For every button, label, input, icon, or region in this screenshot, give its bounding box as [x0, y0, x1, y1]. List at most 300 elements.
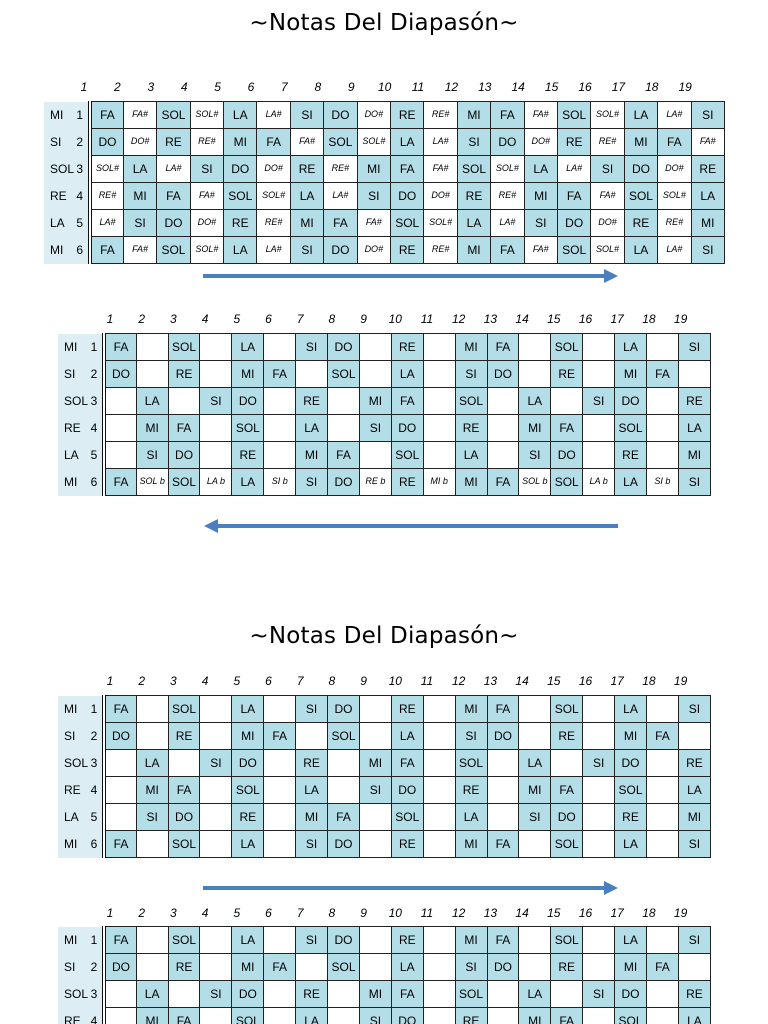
string-label: [58, 415, 104, 442]
fret-cell-empty: [487, 388, 519, 415]
fret-cell-empty: [136, 696, 168, 723]
fret-number: 9: [360, 312, 367, 326]
fret-cell-empty: [359, 927, 391, 954]
note-cell: SOL: [168, 696, 200, 723]
fret-number: 3: [170, 674, 177, 688]
fret-cell-empty: [646, 388, 678, 415]
fret-cell-empty: [583, 777, 615, 804]
note-cell: SI: [524, 210, 557, 237]
note-cell: SI: [296, 927, 328, 954]
note-cell: MI: [624, 129, 657, 156]
note-cell: FA: [257, 129, 290, 156]
note-cell: FA: [264, 361, 296, 388]
string-row: [58, 415, 711, 442]
note-cell: SOL: [615, 415, 647, 442]
note-cell: MI: [232, 361, 264, 388]
note-cell: RE: [391, 334, 423, 361]
fret-cell-empty: [646, 1008, 678, 1024]
note-cell: FA#: [123, 237, 156, 264]
note-cell: FA: [168, 1008, 200, 1024]
note-cell: FA: [646, 361, 678, 388]
note-cell: FA#: [424, 156, 457, 183]
note-cell: DO: [324, 102, 357, 129]
fret-cell-empty: [264, 981, 296, 1008]
note-cell: SOL: [168, 334, 200, 361]
fret-cell-empty: [678, 361, 710, 388]
note-cell: DO: [391, 1008, 423, 1024]
string-label: [58, 777, 104, 804]
string-name: SOL: [64, 986, 89, 1001]
fret-cell-empty: [487, 981, 519, 1008]
arrow-right-icon: [200, 880, 622, 896]
note-cell: RE: [391, 831, 423, 858]
fret-cell-empty: [423, 750, 455, 777]
note-cell: DO#: [123, 129, 156, 156]
fret-cell-empty: [423, 696, 455, 723]
note-cell: LA#: [90, 210, 123, 237]
note-cell: SOL: [557, 102, 590, 129]
note-cell: LA b: [583, 469, 615, 496]
note-cell: SOL#: [190, 102, 223, 129]
note-cell: DO: [328, 334, 360, 361]
fret-cell-empty: [646, 415, 678, 442]
note-cell: LA: [391, 954, 423, 981]
note-cell: FA: [90, 237, 123, 264]
note-cell: LA#: [257, 237, 290, 264]
note-cell: MI: [615, 723, 647, 750]
note-cell: SOL#: [591, 102, 624, 129]
fret-cell-empty: [136, 927, 168, 954]
fret-number: 6: [265, 674, 272, 688]
note-cell: SOL: [328, 723, 360, 750]
string-number: 5: [76, 215, 83, 230]
string-label: [44, 183, 90, 210]
fret-cell-empty: [328, 1008, 360, 1024]
note-cell: SOL#: [591, 237, 624, 264]
fret-cell-empty: [328, 415, 360, 442]
note-cell: RE: [455, 777, 487, 804]
fret-cell-empty: [104, 442, 136, 469]
fret-number: 6: [265, 906, 272, 920]
fret-numbers: [0, 80, 768, 94]
note-cell: SOL: [232, 777, 264, 804]
string-name: MI: [50, 107, 64, 122]
fret-cell-empty: [200, 696, 232, 723]
note-cell: MI: [457, 237, 490, 264]
fret-cell-empty: [423, 334, 455, 361]
note-cell: SOL#: [190, 237, 223, 264]
fret-cell-empty: [200, 334, 232, 361]
fret-cell-empty: [264, 334, 296, 361]
note-cell: RE: [391, 696, 423, 723]
string-name: MI: [64, 474, 78, 489]
arrow-right-icon: [200, 268, 622, 284]
note-cell: FA#: [290, 129, 323, 156]
note-cell: SI: [678, 927, 710, 954]
string-name: MI: [64, 701, 78, 716]
fret-cell-empty: [200, 1008, 232, 1024]
note-cell: DO#: [524, 129, 557, 156]
note-cell: FA: [104, 831, 136, 858]
string-label: [58, 831, 104, 858]
note-cell: DO: [328, 469, 360, 496]
fret-cell-empty: [136, 361, 168, 388]
string-label: [44, 237, 90, 264]
fret-cell-empty: [200, 777, 232, 804]
fret-number: 12: [444, 80, 459, 94]
note-cell: MI: [455, 831, 487, 858]
note-cell: SI: [691, 237, 724, 264]
note-cell: RE: [168, 361, 200, 388]
note-cell: SI: [296, 469, 328, 496]
string-label: [58, 696, 104, 723]
fret-cell-empty: [487, 777, 519, 804]
fret-number: 6: [247, 80, 255, 94]
fret-cell-empty: [519, 361, 551, 388]
string-label: [44, 156, 90, 183]
fret-number: 11: [420, 906, 434, 920]
note-cell: MI: [136, 777, 168, 804]
fret-numbers: [0, 312, 768, 326]
fret-number: 1: [106, 674, 114, 688]
fret-number: 5: [233, 906, 241, 920]
note-cell: SOL#: [491, 156, 524, 183]
note-cell: FA: [487, 927, 519, 954]
note-cell: DO: [391, 777, 423, 804]
note-cell: SI: [296, 831, 328, 858]
fret-cell-empty: [646, 927, 678, 954]
note-cell: FA: [646, 954, 678, 981]
string-name: RE: [50, 188, 67, 203]
note-cell: LA: [519, 981, 551, 1008]
note-cell: SOL: [624, 183, 657, 210]
fret-cell-empty: [423, 927, 455, 954]
note-cell: LA: [519, 750, 551, 777]
note-cell: LA: [290, 183, 323, 210]
note-cell: FA: [391, 388, 423, 415]
note-cell: RE: [615, 442, 647, 469]
fret-cell-empty: [168, 388, 200, 415]
fret-number: 12: [452, 674, 466, 688]
note-cell: DO: [491, 129, 524, 156]
note-cell: RE: [290, 156, 323, 183]
note-cell: SI: [678, 831, 710, 858]
string-row: [44, 156, 725, 183]
fret-cell-empty: [359, 361, 391, 388]
note-cell: LA: [678, 1008, 710, 1024]
note-cell: SI: [200, 981, 232, 1008]
note-cell: FA#: [691, 129, 724, 156]
page-title-2: ~Notas Del Diapasón~: [249, 623, 519, 649]
string-name: SOL: [50, 161, 75, 176]
fret-cell-empty: [519, 723, 551, 750]
note-cell: MI: [136, 415, 168, 442]
note-cell: DO: [104, 361, 136, 388]
fret-cell-empty: [519, 954, 551, 981]
note-cell: SOL#: [90, 156, 123, 183]
string-name: SI: [64, 959, 76, 974]
fret-number: 9: [360, 674, 367, 688]
arrow-left-icon: [200, 518, 622, 534]
fret-number: 9: [347, 80, 355, 94]
note-cell: FA#: [524, 102, 557, 129]
note-cell: MI: [691, 210, 724, 237]
note-cell: MI: [455, 469, 487, 496]
note-cell: DO#: [591, 210, 624, 237]
fret-number: 18: [642, 312, 656, 326]
fretboard-table-naturals: [58, 695, 711, 858]
fret-cell-empty: [583, 361, 615, 388]
fretboard-table-flats: [58, 333, 711, 496]
fretboard-table-naturals-2: [58, 926, 711, 1024]
string-number: 4: [90, 420, 98, 435]
string-number: 5: [90, 447, 98, 462]
fret-cell-empty: [487, 442, 519, 469]
fret-number: 2: [138, 674, 146, 688]
note-cell: MI: [359, 750, 391, 777]
fret-number: 17: [610, 312, 624, 326]
fret-number: 19: [673, 312, 688, 326]
string-name: SI: [64, 728, 76, 743]
fret-number: 14: [511, 80, 525, 94]
note-cell: DO: [168, 804, 200, 831]
note-cell: DO: [104, 723, 136, 750]
note-cell: LA: [457, 210, 490, 237]
fret-number: 8: [328, 906, 336, 920]
fret-cell-empty: [359, 831, 391, 858]
fret-cell-empty: [168, 981, 200, 1008]
note-cell: SOL#: [257, 183, 290, 210]
note-cell: RE: [232, 804, 264, 831]
fret-number: 19: [673, 674, 688, 688]
note-cell: SI: [519, 442, 551, 469]
string-label: [58, 981, 104, 1008]
fret-cell-empty: [678, 954, 710, 981]
note-cell: LA#: [324, 183, 357, 210]
string-label: [58, 804, 104, 831]
note-cell: LA#: [491, 210, 524, 237]
note-cell: SI: [123, 210, 156, 237]
string-label: [44, 102, 90, 129]
fret-cell-empty: [200, 442, 232, 469]
note-cell: LA: [615, 469, 647, 496]
note-cell: LA: [624, 102, 657, 129]
note-cell: DO: [328, 927, 360, 954]
fret-cell-empty: [423, 1008, 455, 1024]
note-cell: SI b: [264, 469, 296, 496]
note-cell: SOL: [551, 469, 583, 496]
string-row: [58, 334, 711, 361]
note-cell: DO: [615, 981, 647, 1008]
note-cell: MI: [615, 361, 647, 388]
note-cell: SI: [357, 183, 390, 210]
note-cell: DO: [157, 210, 190, 237]
fret-cell-empty: [583, 927, 615, 954]
note-cell: SOL: [615, 1008, 647, 1024]
note-cell: SOL: [557, 237, 590, 264]
string-number: 1: [90, 932, 98, 947]
note-cell: RE: [691, 156, 724, 183]
note-cell: RE: [168, 954, 200, 981]
note-cell: SOL: [551, 831, 583, 858]
note-cell: FA: [324, 210, 357, 237]
fret-cell-empty: [583, 804, 615, 831]
note-cell: SOL: [168, 469, 200, 496]
note-cell: RE#: [424, 237, 457, 264]
fret-cell-empty: [359, 804, 391, 831]
note-cell: DO: [232, 750, 264, 777]
note-cell: DO#: [658, 156, 691, 183]
note-cell: LA: [455, 804, 487, 831]
fret-number: 13: [483, 906, 498, 920]
note-cell: FA: [491, 237, 524, 264]
note-cell: FA: [487, 334, 519, 361]
string-number: 4: [90, 1013, 98, 1024]
note-cell: SOL: [232, 1008, 264, 1024]
fret-number: 7: [296, 312, 304, 326]
fret-cell-empty: [264, 415, 296, 442]
note-cell: SI: [290, 237, 323, 264]
fret-cell-empty: [646, 442, 678, 469]
fret-number: 18: [642, 674, 656, 688]
note-cell: SOL: [455, 388, 487, 415]
fret-cell-empty: [264, 777, 296, 804]
string-label: [58, 388, 104, 415]
note-cell: RE: [157, 129, 190, 156]
fret-cell-empty: [200, 927, 232, 954]
note-cell: SI: [455, 361, 487, 388]
fret-cell-empty: [519, 334, 551, 361]
fret-number: 14: [515, 906, 529, 920]
note-cell: DO: [487, 361, 519, 388]
note-cell: LA#: [658, 102, 691, 129]
note-cell: RE#: [257, 210, 290, 237]
note-cell: MI: [296, 804, 328, 831]
note-cell: MI: [455, 927, 487, 954]
note-cell: FA: [328, 804, 360, 831]
string-name: RE: [64, 420, 81, 435]
note-cell: RE: [391, 469, 423, 496]
string-name: SI: [64, 366, 76, 381]
fret-cell-empty: [136, 723, 168, 750]
fret-number: 16: [578, 312, 593, 326]
string-number: 3: [90, 755, 98, 770]
note-cell: SOL: [551, 696, 583, 723]
note-cell: FA: [491, 102, 524, 129]
note-cell: DO: [551, 804, 583, 831]
note-cell: DO: [232, 388, 264, 415]
note-cell: LA: [232, 334, 264, 361]
fret-number: 18: [645, 80, 659, 94]
note-cell: DO: [624, 156, 657, 183]
fret-number: 14: [515, 312, 529, 326]
fret-number: 13: [483, 674, 498, 688]
string-row: [58, 361, 711, 388]
string-name: MI: [64, 836, 78, 851]
cropped-table-wrapper: [0, 926, 768, 1024]
note-cell: MI: [359, 981, 391, 1008]
note-cell: SOL: [551, 927, 583, 954]
note-cell: DO#: [424, 183, 457, 210]
note-cell: DO: [615, 750, 647, 777]
note-cell: RE: [455, 1008, 487, 1024]
string-row: [58, 388, 711, 415]
fret-cell-empty: [104, 750, 136, 777]
note-cell: FA: [168, 777, 200, 804]
string-label: [58, 954, 104, 981]
fret-cell-empty: [296, 361, 328, 388]
string-label: [58, 927, 104, 954]
note-cell: FA: [487, 696, 519, 723]
fret-number: 5: [214, 80, 221, 94]
note-cell: LA#: [424, 129, 457, 156]
fret-cell-empty: [423, 954, 455, 981]
fret-number: 4: [201, 906, 209, 920]
note-cell: SOL: [224, 183, 257, 210]
fret-cell-empty: [136, 954, 168, 981]
note-cell: FA: [487, 831, 519, 858]
note-cell: SOL: [324, 129, 357, 156]
note-cell: SI: [519, 804, 551, 831]
note-cell: FA: [658, 129, 691, 156]
fret-number: 13: [478, 80, 492, 94]
note-cell: FA#: [591, 183, 624, 210]
note-cell: RE: [624, 210, 657, 237]
note-cell: RE#: [190, 129, 223, 156]
note-cell: RE#: [90, 183, 123, 210]
string-label: [58, 1008, 104, 1024]
fret-number: 17: [610, 674, 624, 688]
fret-number: 4: [180, 80, 188, 94]
note-cell: RE: [296, 388, 328, 415]
string-row: [58, 804, 711, 831]
fret-cell-empty: [328, 777, 360, 804]
string-number: 2: [90, 728, 98, 743]
fret-cell-empty: [328, 981, 360, 1008]
fret-number: 15: [544, 80, 559, 94]
string-label: [58, 723, 104, 750]
fret-cell-empty: [200, 723, 232, 750]
note-cell: SI: [455, 954, 487, 981]
note-cell: RE: [391, 927, 423, 954]
note-cell: DO: [328, 696, 360, 723]
note-cell: LA: [224, 102, 257, 129]
string-number: 3: [76, 161, 83, 176]
fret-number: 7: [281, 80, 288, 94]
note-cell: SI b: [646, 469, 678, 496]
note-cell: SOL: [551, 334, 583, 361]
note-cell: FA: [104, 469, 136, 496]
fret-cell-empty: [296, 954, 328, 981]
note-cell: RE#: [591, 129, 624, 156]
fret-cell-empty: [264, 831, 296, 858]
string-name: RE: [64, 782, 81, 797]
note-cell: RE: [551, 723, 583, 750]
note-cell: LA#: [157, 156, 190, 183]
fret-number: 2: [114, 80, 121, 94]
fret-number: 10: [377, 80, 392, 94]
string-row: [58, 750, 711, 777]
fret-cell-empty: [487, 1008, 519, 1024]
fret-cell-empty: [583, 954, 615, 981]
fret-cell-empty: [359, 696, 391, 723]
fret-cell-empty: [328, 750, 360, 777]
note-cell: LA: [224, 237, 257, 264]
note-cell: RE: [224, 210, 257, 237]
fret-number: 14: [515, 674, 529, 688]
fret-cell-empty: [264, 804, 296, 831]
note-cell: DO#: [190, 210, 223, 237]
